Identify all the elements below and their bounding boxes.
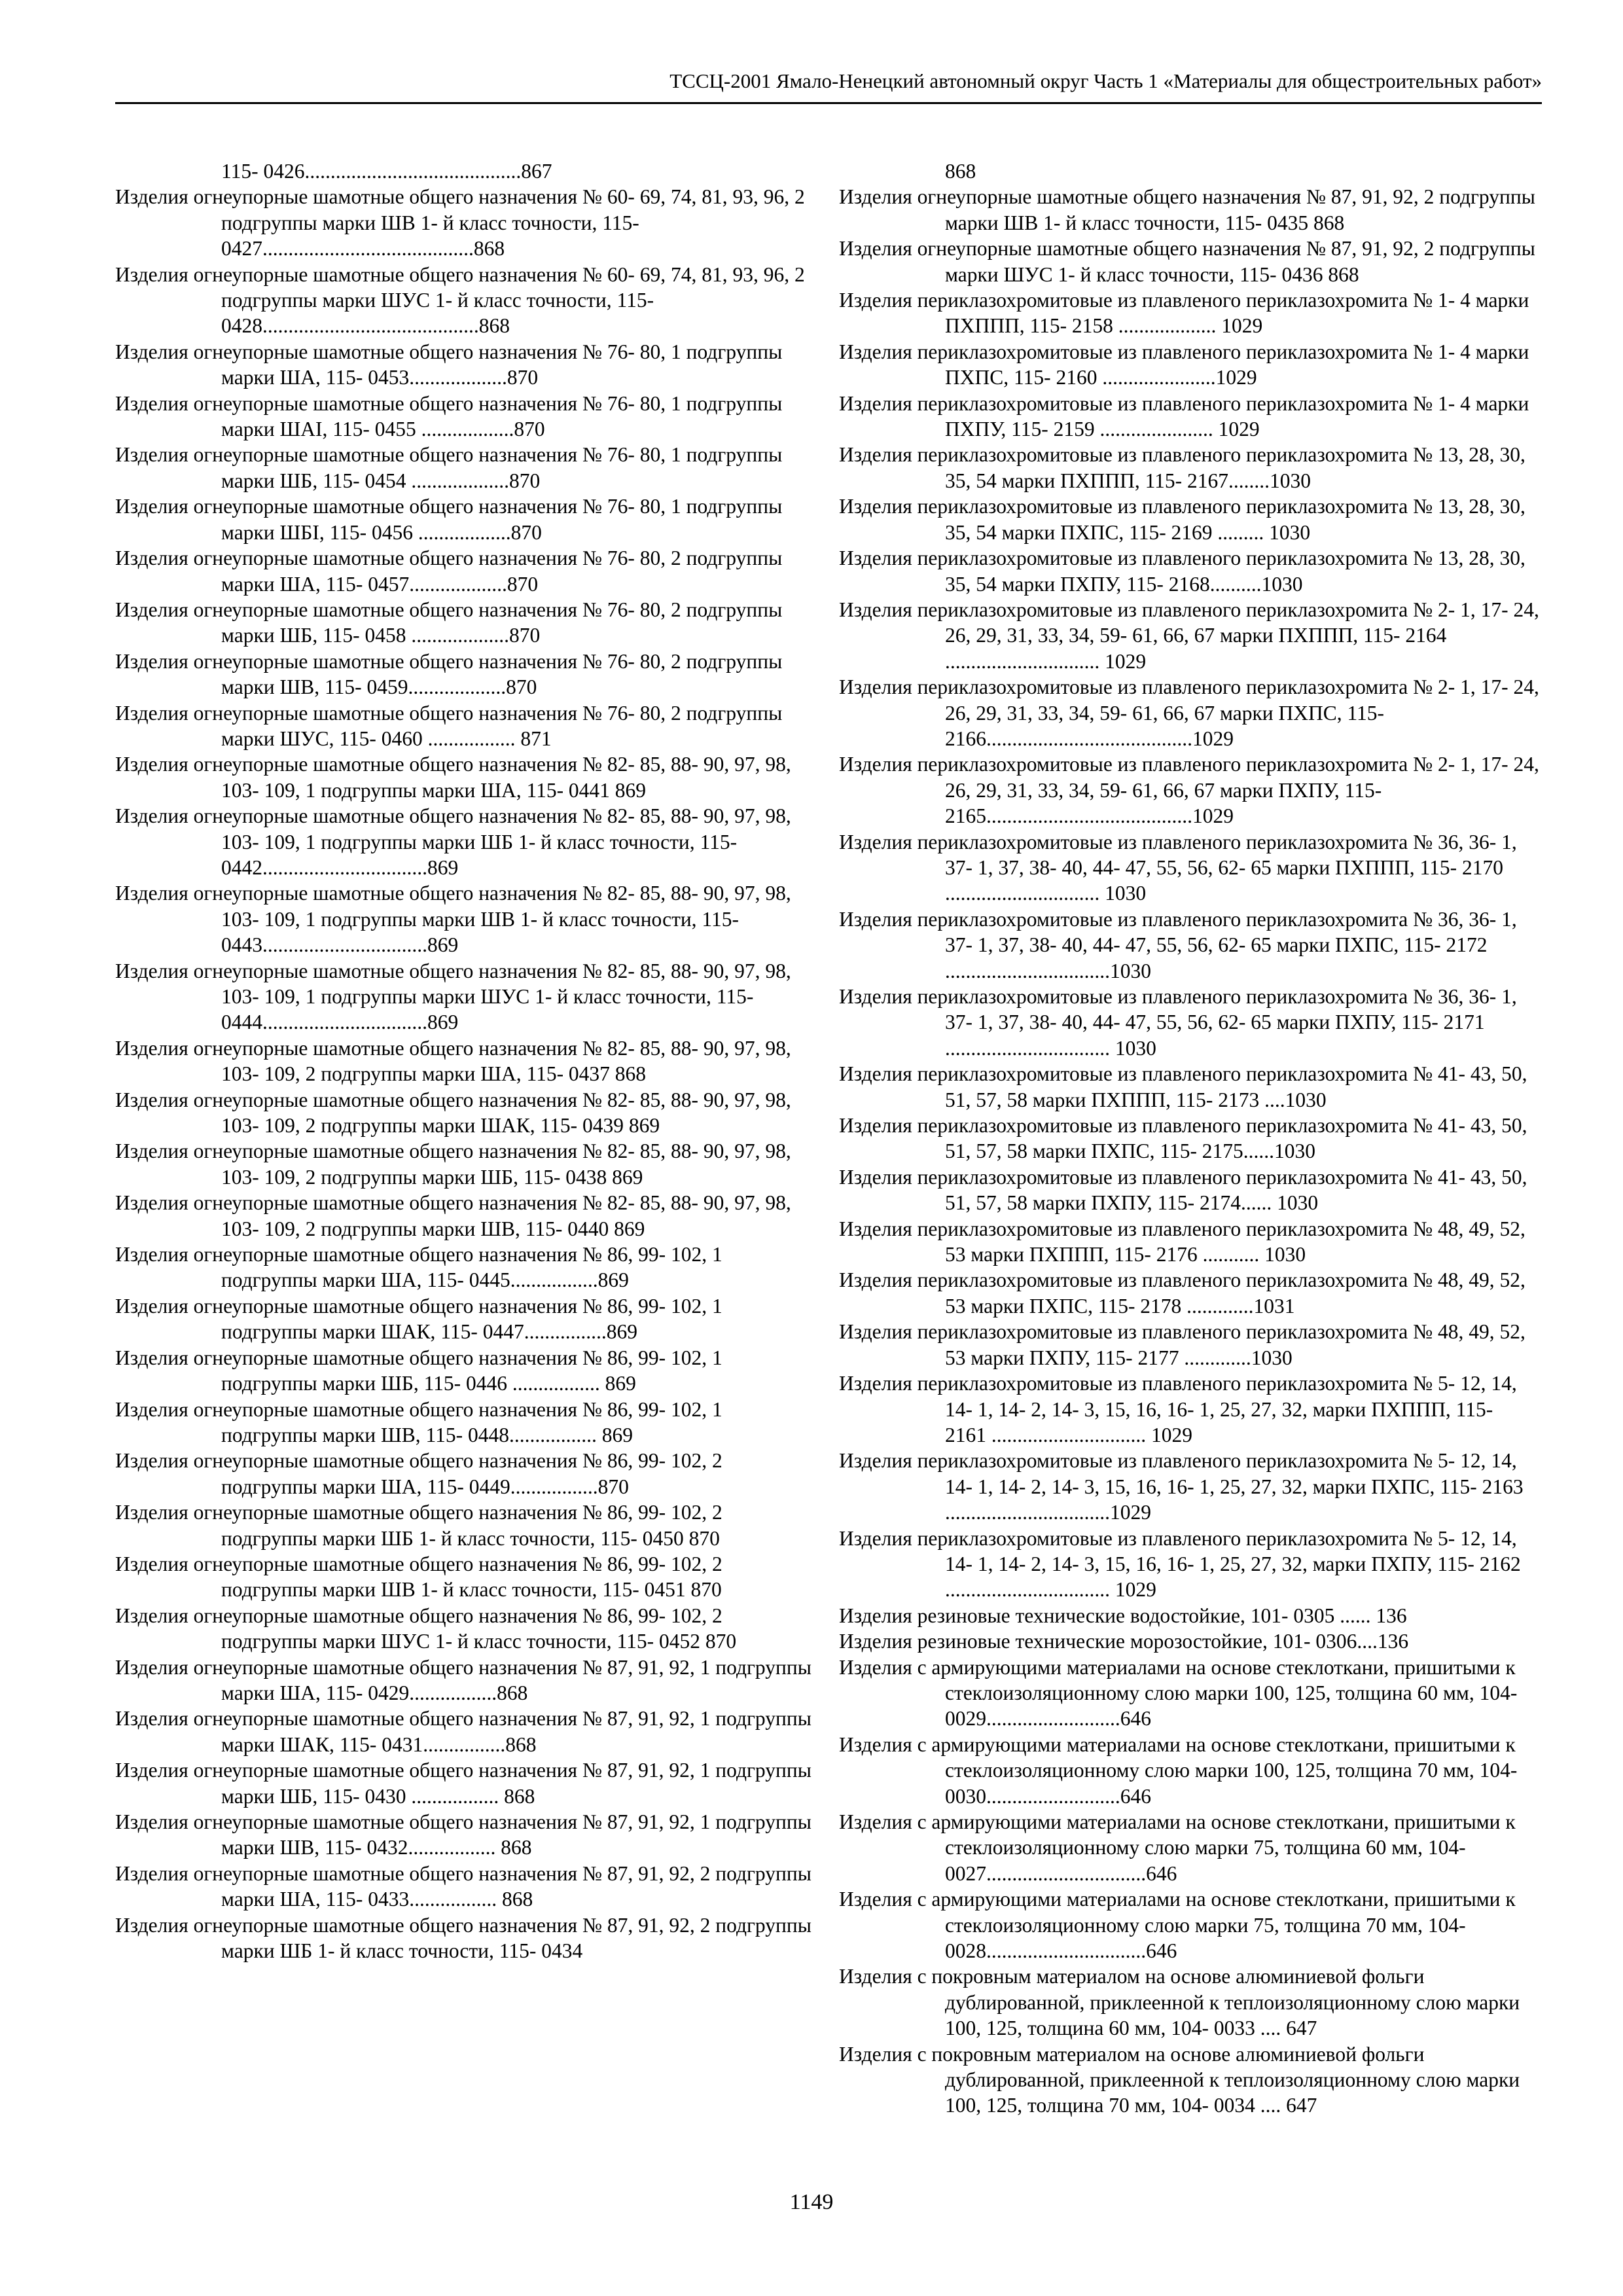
index-entry: Изделия периклазохромитовые из плавленого периклазохромита № 5- 12, 14, 14- 1, 14- 2, 14- 3, 15, 16, 16- 1, 25, 27, 32, марки ПХПУ, 115- 2162 ................................ 1029: [839, 1526, 1521, 1602]
index-entry: Изделия огнеупорные шамотные общего назначения № 76- 80, 2 подгруппы марки ШУС, 115- 0460 ................. 871: [115, 701, 783, 750]
header-rule: [115, 102, 1542, 104]
index-entry: Изделия огнеупорные шамотные общего назначения № 76- 80, 2 подгруппы марки ШВ, 115- 0459...................870: [115, 649, 783, 699]
index-entry: Изделия огнеупорные шамотные общего назначения № 76- 80, 2 подгруппы марки ША, 115- 0457...................870: [115, 547, 783, 596]
index-entry: Изделия периклазохромитовые из плавленого периклазохромита № 36, 36- 1, 37- 1, 37, 38- 40, 44- 47, 55, 56, 62- 65 марки ПХППП, 115- 2170 .............................. 1030: [839, 830, 1517, 905]
index-entry: Изделия огнеупорные шамотные общего назначения № 76- 80, 1 подгруппы марки ШАI, 115- 0455 ..................870: [115, 391, 783, 441]
index-entry: Изделия огнеупорные шамотные общего назначения № 76- 80, 1 подгруппы марки ШБI, 115- 0456 ..................870: [115, 495, 783, 544]
index-entry: Изделия периклазохромитовые из плавленого периклазохромита № 13, 28, 30, 35, 54 марки ПХПС, 115- 2169 ......... 1030: [839, 495, 1525, 544]
index-entry: Изделия огнеупорные шамотные общего назначения № 87, 91, 92, 1 подгруппы марки ШБ, 115- 0430 ................. 868: [115, 1759, 812, 1808]
index-column-right: [839, 158, 1539, 2119]
index-entry: Изделия огнеупорные шамотные общего назначения № 87, 91, 92, 2 подгруппы марки ШУС 1- й класс точности, 115- 0436 868: [839, 237, 1535, 286]
index-entry: Изделия огнеупорные шамотные общего назначения № 87, 91, 92, 2 подгруппы марки ШБ 1- й класс точности, 115- 0434: [115, 1913, 812, 1963]
index-entry: Изделия периклазохромитовые из плавленого периклазохромита № 41- 43, 50, 51, 57, 58 марки ПХППП, 115- 2173 ....1030: [839, 1062, 1527, 1111]
index-entry: Изделия огнеупорные шамотные общего назначения № 82- 85, 88- 90, 97, 98, 103- 109, 1 подгруппы марки ША, 115- 0441 869: [115, 753, 791, 802]
index-entry: Изделия огнеупорные шамотные общего назначения № 86, 99- 102, 2 подгруппы марки ША, 115- 0449.................870: [115, 1449, 722, 1498]
index-entry: Изделия огнеупорные шамотные общего назначения № 87, 91, 92, 1 подгруппы марки ШАК, 115- 0431................868: [115, 1707, 812, 1756]
index-entry: Изделия огнеупорные шамотные общего назначения № 82- 85, 88- 90, 97, 98, 103- 109, 1 подгруппы марки ШУС 1- й класс точности, 115- 0444................................869: [115, 959, 791, 1034]
index-entry: Изделия периклазохромитовые из плавленого периклазохромита № 36, 36- 1, 37- 1, 37, 38- 40, 44- 47, 55, 56, 62- 65 марки ПХПУ, 115- 2171 ................................ 1030: [839, 985, 1517, 1060]
index-entry: Изделия огнеупорные шамотные общего назначения № 82- 85, 88- 90, 97, 98, 103- 109, 1 подгруппы марки ШВ 1- й класс точности, 115- 0443................................869: [115, 882, 791, 957]
index-entry: Изделия периклазохромитовые из плавленого периклазохромита № 41- 43, 50, 51, 57, 58 марки ПХПС, 115- 2175......1030: [839, 1114, 1527, 1163]
page-number: 1149: [789, 2190, 834, 2214]
index-entry: Изделия огнеупорные шамотные общего назначения № 82- 85, 88- 90, 97, 98, 103- 109, 2 подгруппы марки ШАК, 115- 0439 869: [115, 1088, 791, 1138]
index-entry: Изделия огнеупорные шамотные общего назначения № 87, 91, 92, 1 подгруппы марки ШВ, 115- 0432................. 868: [115, 1810, 812, 1859]
index-entry: Изделия огнеупорные шамотные общего назначения № 60- 69, 74, 81, 93, 96, 2 подгруппы марки ШВ 1- й класс точности, 115- 0427.........................................868: [115, 185, 805, 260]
index-entry: Изделия огнеупорные шамотные общего назначения № 86, 99- 102, 1 подгруппы марки ШАК, 115- 0447................869: [115, 1294, 722, 1344]
index-entry: Изделия периклазохромитовые из плавленого периклазохромита № 1- 4 марки ПХПС, 115- 2160 ......................1029: [839, 340, 1529, 389]
index-entry: Изделия с армирующими материалами на основе стеклоткани, пришитыми к стеклоизоляционному слою марки 100, 125, толщина 70 мм, 104- 0030..........................646: [839, 1732, 1518, 1808]
index-entry: Изделия огнеупорные шамотные общего назначения № 86, 99- 102, 1 подгруппы марки ШВ, 115- 0448................. 869: [115, 1397, 722, 1446]
index-entry-continuation: 115- 0426..........................................867: [221, 160, 552, 183]
page-header: ТССЦ-2001 Ямало-Ненецкий автономный округ Часть 1 «Материалы для общестроительных работ»: [669, 69, 1542, 92]
index-entry-continuation: 868: [945, 160, 976, 183]
index-entry: Изделия огнеупорные шамотные общего назначения № 82- 85, 88- 90, 97, 98, 103- 109, 2 подгруппы марки ШБ, 115- 0438 869: [115, 1139, 791, 1189]
index-entry: Изделия периклазохромитовые из плавленого периклазохромита № 5- 12, 14, 14- 1, 14- 2, 14- 3, 15, 16, 16- 1, 25, 27, 32, марки ПХППП, 115- 2161 .............................. 1029: [839, 1372, 1517, 1446]
index-entry: Изделия периклазохромитовые из плавленого периклазохромита № 36, 36- 1, 37- 1, 37, 38- 40, 44- 47, 55, 56, 62- 65 марки ПХПС, 115- 2172 ................................1030: [839, 907, 1517, 982]
index-entry: Изделия периклазохромитовые из плавленого периклазохромита № 1- 4 марки ПХПУ, 115- 2159 ...................... 1029: [839, 391, 1529, 441]
index-entry: Изделия периклазохромитовые из плавленого периклазохромита № 41- 43, 50, 51, 57, 58 марки ПХПУ, 115- 2174...... 1030: [839, 1165, 1527, 1215]
index-entry: Изделия огнеупорные шамотные общего назначения № 86, 99- 102, 1 подгруппы марки ША, 115- 0445.................869: [115, 1243, 722, 1292]
index-entry: Изделия периклазохромитовые из плавленого периклазохромита № 48, 49, 52, 53 марки ПХПС, 115- 2178 .............1031: [839, 1268, 1525, 1318]
index-entry: Изделия огнеупорные шамотные общего назначения № 82- 85, 88- 90, 97, 98, 103- 109, 1 подгруппы марки ШБ 1- й класс точности, 115- 0442................................869: [115, 804, 791, 879]
index-entry: Изделия огнеупорные шамотные общего назначения № 87, 91, 92, 1 подгруппы марки ША, 115- 0429.................868: [115, 1655, 812, 1704]
index-entry: Изделия периклазохромитовые из плавленого периклазохромита № 2- 1, 17- 24, 26, 29, 31, 33, 34, 59- 61, 66, 67 марки ПХПУ, 115- 2165........................................1029: [839, 753, 1539, 828]
index-entry: Изделия огнеупорные шамотные общего назначения № 76- 80, 1 подгруппы марки ША, 115- 0453...................870: [115, 340, 783, 389]
index-entry: Изделия с покровным материалом на основе алюминиевой фольги дублированной, приклеенной к теплоизоляционному слою марки 100, 125, толщина 70 мм, 104- 0034 .... 647: [839, 2042, 1520, 2117]
index-entry: Изделия периклазохромитовые из плавленого периклазохромита № 2- 1, 17- 24, 26, 29, 31, 33, 34, 59- 61, 66, 67 марки ПХППП, 115- 2164 .............................. 1029: [839, 598, 1539, 673]
index-entry: Изделия огнеупорные шамотные общего назначения № 60- 69, 74, 81, 93, 96, 2 подгруппы марки ШУС 1- й класс точности, 115- 0428..........................................868: [115, 262, 805, 338]
index-entry: Изделия огнеупорные шамотные общего назначения № 76- 80, 2 подгруппы марки ШБ, 115- 0458 ...................870: [115, 598, 783, 647]
index-entry: Изделия огнеупорные шамотные общего назначения № 87, 91, 92, 2 подгруппы марки ША, 115- 0433................. 868: [115, 1861, 812, 1911]
index-column-left: [115, 158, 813, 1964]
index-entry: Изделия периклазохромитовые из плавленого периклазохромита № 13, 28, 30, 35, 54 марки ПХППП, 115- 2167........1030: [839, 443, 1525, 492]
index-entry: Изделия с армирующими материалами на основе стеклоткани, пришитыми к стеклоизоляционному слою марки 100, 125, толщина 60 мм, 104- 0029..........................646: [839, 1655, 1518, 1731]
index-entry: Изделия огнеупорные шамотные общего назначения № 86, 99- 102, 2 подгруппы марки ШУС 1- й класс точности, 115- 0452 870: [115, 1604, 737, 1653]
index-entry: Изделия огнеупорные шамотные общего назначения № 86, 99- 102, 2 подгруппы марки ШБ 1- й класс точности, 115- 0450 870: [115, 1501, 722, 1550]
index-entry: Изделия резиновые технические морозостойкие, 101- 0306....136: [839, 1630, 1409, 1653]
index-entry: Изделия с армирующими материалами на основе стеклоткани, пришитыми к стеклоизоляционному слою марки 75, толщина 70 мм, 104- 0028...............................646: [839, 1888, 1516, 1963]
index-entry: Изделия огнеупорные шамотные общего назначения № 82- 85, 88- 90, 97, 98, 103- 109, 2 подгруппы марки ША, 115- 0437 868: [115, 1036, 791, 1086]
index-entry: Изделия периклазохромитовые из плавленого периклазохромита № 48, 49, 52, 53 марки ПХПУ, 115- 2177 .............1030: [839, 1320, 1525, 1369]
index-entry: Изделия с армирующими материалами на основе стеклоткани, пришитыми к стеклоизоляционному слою марки 75, толщина 60 мм, 104- 0027...............................646: [839, 1810, 1516, 1885]
index-entry: Изделия огнеупорные шамотные общего назначения № 86, 99- 102, 2 подгруппы марки ШВ 1- й класс точности, 115- 0451 870: [115, 1552, 722, 1602]
index-entry: Изделия периклазохромитовые из плавленого периклазохромита № 48, 49, 52, 53 марки ПХППП, 115- 2176 ........... 1030: [839, 1217, 1525, 1266]
index-entry: Изделия с покровным материалом на основе алюминиевой фольги дублированной, приклеенной к теплоизоляционному слою марки 100, 125, толщина 60 мм, 104- 0033 .... 647: [839, 1965, 1520, 2040]
index-entry: Изделия периклазохромитовые из плавленого периклазохромита № 2- 1, 17- 24, 26, 29, 31, 33, 34, 59- 61, 66, 67 марки ПХПС, 115- 2166........................................1029: [839, 675, 1539, 750]
index-entry: Изделия огнеупорные шамотные общего назначения № 86, 99- 102, 1 подгруппы марки ШБ, 115- 0446 ................. 869: [115, 1346, 722, 1395]
index-entry: Изделия огнеупорные шамотные общего назначения № 76- 80, 1 подгруппы марки ШБ, 115- 0454 ...................870: [115, 443, 783, 492]
index-entry: Изделия огнеупорные шамотные общего назначения № 87, 91, 92, 2 подгруппы марки ШВ 1- й класс точности, 115- 0435 868: [839, 185, 1535, 234]
index-entry: Изделия резиновые технические водостойкие, 101- 0305 ...... 136: [839, 1604, 1407, 1627]
index-entry: Изделия периклазохромитовые из плавленого периклазохромита № 5- 12, 14, 14- 1, 14- 2, 14- 3, 15, 16, 16- 1, 25, 27, 32, марки ПХПС, 115- 2163 ................................1029: [839, 1449, 1524, 1524]
index-entry: Изделия периклазохромитовые из плавленого периклазохромита № 13, 28, 30, 35, 54 марки ПХПУ, 115- 2168..........1030: [839, 547, 1525, 596]
index-entry: Изделия периклазохромитовые из плавленого периклазохромита № 1- 4 марки ПХППП, 115- 2158 ................... 1029: [839, 289, 1529, 338]
index-entry: Изделия огнеупорные шамотные общего назначения № 82- 85, 88- 90, 97, 98, 103- 109, 2 подгруппы марки ШВ, 115- 0440 869: [115, 1191, 791, 1240]
